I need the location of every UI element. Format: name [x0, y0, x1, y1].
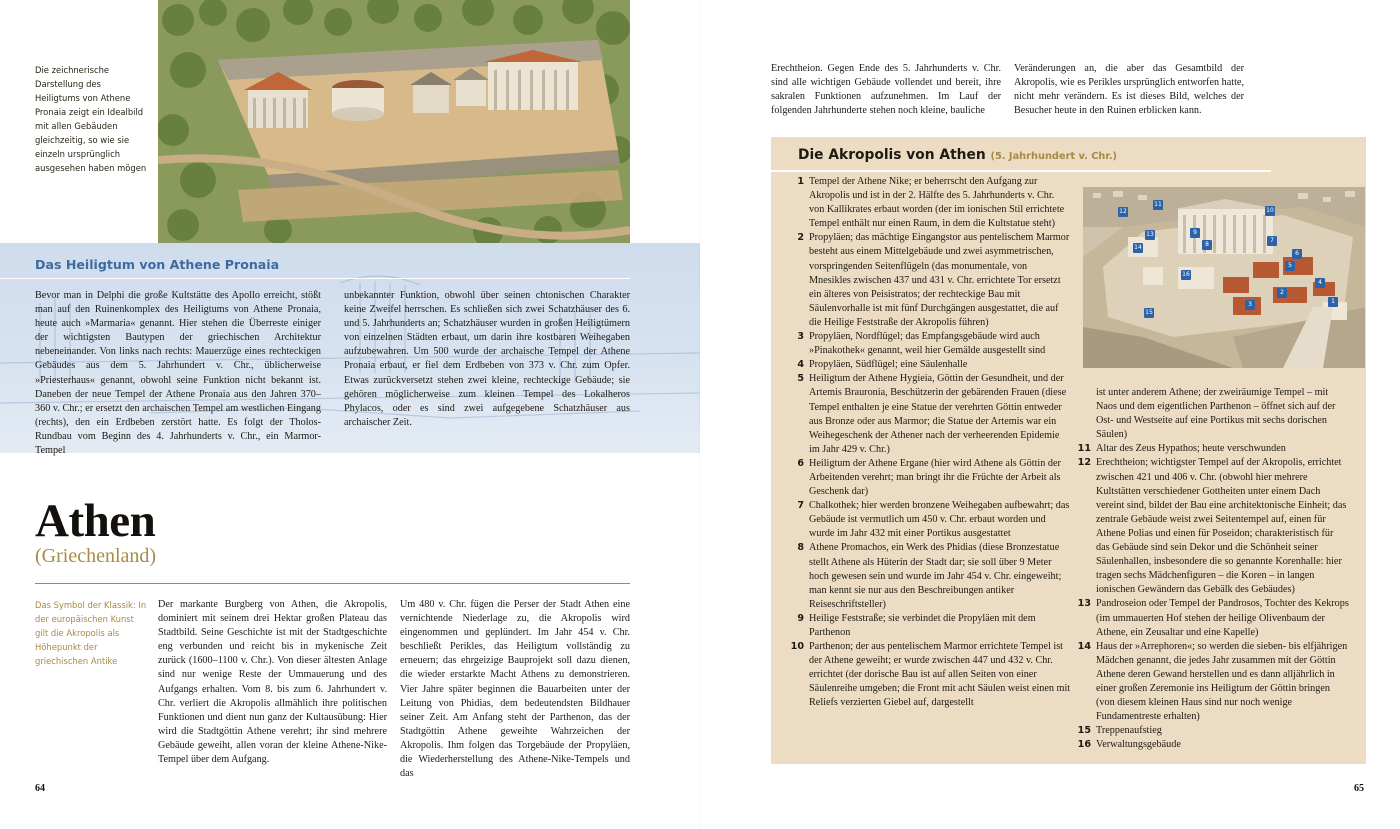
legend-item	[1075, 456, 1349, 597]
legend-number: 11	[1077, 443, 1091, 455]
pronaia-heading: Das Heiligtum von Athene Pronaia	[35, 257, 280, 272]
legend-number: 5	[797, 373, 804, 385]
pronaia-illustration	[158, 0, 630, 243]
legend-text: Parthenon; der aus pentelischem Marmor errichtete Tempel ist der Athene geweiht; er wurde zwischen 447 und 432 v. Chr. errichtet (der dorische Bau ist auf allen Seiten von einer Säulenreihe umgeben; die Front mit acht Säulen weist einen mit Reliefs verzierten Giebel auf, dargestellt	[809, 641, 1071, 709]
akropolis-legend-col-2	[1075, 386, 1349, 752]
legend-item	[788, 457, 1071, 499]
legend-text: Verwaltungsgebäude	[1096, 739, 1181, 751]
map-label-3: 3	[1245, 300, 1255, 310]
legend-item	[1075, 738, 1349, 752]
map-label-16: 16	[1182, 271, 1190, 278]
photo-caption: Die zeichnerische Darstellung des Heiligtums von Athene Pronaia zeigt ein Idealbild mit allen Gebäuden gleichzeitig, so wie sie einzeln ursprünglich ausgesehen haben mögen	[35, 65, 147, 173]
legend-number: 9	[797, 612, 804, 624]
legend-number: 7	[797, 500, 804, 512]
map-label-7: 7	[1267, 236, 1277, 246]
legend-item	[1075, 597, 1349, 639]
map-label-9: 9	[1190, 228, 1200, 238]
legend-item	[788, 640, 1071, 710]
legend-text: ist unter anderem Athene; der zweiräumige Tempel – mit Naos und dem eigentlichen Parthenon – öffnet sich auf der Ost- und Westseite auf eine Portikus mit sechs dorischen Säulen)	[1096, 387, 1336, 441]
legend-number: 1	[797, 176, 804, 187]
legend-text: Pandroseion oder Tempel der Pandrosos, Tochter des Kekrops (im ummauerten Hof stehen der heilige Olivenbaum der Athene, ein Zeusaltar und eine Kapelle)	[1096, 598, 1349, 638]
legend-item	[788, 499, 1071, 541]
map-label-14: 14	[1134, 244, 1142, 251]
pronaia-text-col-2: unbekannter Funktion, obwohl über seinen chtonischen Charakter keine Zweifel herrschen. Es schließen sich zwei Schatzhäuser des 6. und 5. Jahrhunderts an; Schatzhäuser wurden in großen Heiligtümern von einzelnen Städten erbaut, um darin ihre kostbaren Weihegaben aufzubewahren. Um 500 wurde der archaische Tempel der Athene Pronaia erbaut, er fiel dem Erdbeben von 373 v. Chr. zum Opfer. Etwas zurückversetzt stehen zwei kleine, rechteckige Gebäude; sie gehören möglicherweise zum kleinen Tempel des Lokalheros Phylacos, oder es sind zwei aufgegebene Schatzhäuser aus archaischer Zeit.	[344, 290, 630, 428]
legend-text: Tempel der Athene Nike; er beherrscht den Aufgang zur Akropolis und ist in der 2. Hälfte des 5. Jahrhunderts v. Chr. von Kallikrates erbaut worden (der im ionischen Stil errichtete Tempel enthält nur einen Raum, in dem die Kultstatue steht)	[809, 176, 1065, 230]
legend-text: Erechtheion; wichtigster Tempel auf der Akropolis, errichtet zwischen 421 und 406 v. Chr. (obwohl hier mehrere Kultstätten verschiedener Gottheiten unter einem Dach vereint sind, bildet der Bau eine architektonische Einheit; das zentrale Gebäude weist zwei Seitentempel auf, einen für Athene Polias und einen für Poseidon; charakteristisch für das Gebäude sind sein Dekor und die Schönheit seiner Säulenhallen, insbesondere die so genannte Korenhalle: hier tragen sechs Mädchenfiguren – die Koren – in langen ionischen Gewändern das Gebälk des Gebäudes)	[1096, 457, 1347, 596]
map-label-6: 6	[1292, 249, 1302, 259]
legend-number: 14	[1077, 640, 1091, 652]
page-number-left: 64	[35, 783, 45, 794]
title-rule	[35, 583, 630, 584]
legend-text: Athene Promachos, ein Werk des Phidias (diese Bronzestatue stellt Athene als Hüterin der Stadt dar; sie soll über 9 Meter hoch gewesen sein und wurde im Jahr 454 v. Chr. eingeweiht; man kennt sie nur aus den Beschreibungen antiker Reiseschriftsteller)	[809, 542, 1062, 610]
book-spine	[699, 0, 700, 829]
akropolis-heading-title: Die Akropolis von Athen	[798, 147, 986, 163]
legend-number: 12	[1077, 457, 1091, 469]
legend-text: Treppenaufstieg	[1096, 725, 1162, 737]
pronaia-text-col-1: Bevor man in Delphi die große Kultstätte des Apollo erreicht, stößt man auf den Ruinenkomplex des Heiligtums von Athene Pronaia, heute auch »Marmaria« genannt. Hier stehen die Überreste einiger der wichtigsten Bautypen der griechischen Architektur nebeneinander. Von links nach rechts: Mauerzüge eines rechteckigen Gebäudes aus dem 5. Jahrhundert v. Chr., üblicherweise »Priesterhaus« genannt, obwohl seine Funktion nicht bekannt ist. Daneben der neue Tempel der Athene Pronaia aus den Jahren 370–360 v. Chr.; er ersetzt den archaischen Tempel am westlichen Eingang (rechts), den ein Erdbeben zerstört hatte. Es folgt der Tholos-Rundbau vom Beginn des 4. Jahrhunderts v. Chr., ein Marmor-Tempel	[35, 290, 321, 457]
map-label-11: 11	[1154, 201, 1162, 208]
symbol-caption: Das Symbol der Klassik: In der europäischen Kunst gilt die Akropolis als Höhepunkt der griechischen Antike	[35, 600, 147, 666]
legend-number: 4	[797, 359, 804, 371]
akropolis-heading	[798, 147, 1117, 163]
legend-item	[1075, 640, 1349, 725]
pronaia-rule	[0, 278, 630, 279]
legend-item	[1075, 386, 1349, 442]
akropolis-illustration	[1083, 187, 1365, 368]
legend-number: 15	[1077, 725, 1091, 737]
legend-text: Chalkothek; hier werden bronzene Weihegaben aufbewahrt; das Gebäude ist vermutlich um 450 v. Chr. erbaut worden und wurde im Jahr 432 mit einer Portikus ausgestattet	[809, 500, 1070, 540]
page-number-right: 65	[1354, 783, 1364, 794]
map-label-2: 2	[1277, 288, 1287, 298]
map-label-15: 15	[1145, 309, 1153, 316]
legend-number	[1075, 386, 1096, 442]
legend-number: 10	[790, 641, 804, 653]
body-text-col-1: Der markante Burgberg von Athen, die Akropolis, dominiert mit seinem drei Hektar großen Plateau das Stadtbild. Seine Geschichte ist mit der Stadtgeschichte eng verbunden und reicht bis in mykenische Zeit zurück (1600–1100 v. Chr.). Von dieser ältesten Anlage sind nur wenige Reste der Ummauerung und des Aufgangs erhalten. Vom 8. bis zum 6. Jahrhundert v. Chr. verliert die Akropolis allmählich ihre politischen Funktionen und dient nun ganz der Kultausübung: Hier wird die Stadtgöttin Athene verehrt; ihr sind mehrere Gebäude geweiht, allen voran der kleine Athene-Nike-Tempel über dem Aufgang.	[158, 599, 387, 766]
legend-item	[788, 358, 1071, 372]
legend-item	[788, 541, 1071, 611]
body-text-col-2: Um 480 v. Chr. fügen die Perser der Stadt Athen eine vernichtende Niederlage zu, die Akropolis wird eingenommen und geplündert. Im Jahr 454 v. Chr. beschließt Perikles, das Heiligtum vollständig zu erneuern; das ehrgeizige Bauprojekt soll dazu dienen, die wieder erstarkte Macht Athens zu demonstrieren. Vier Jahre später beginnen die Bauarbeiten unter der Leitung von Phidias, dem bedeutendsten Bildhauer seiner Zeit. Am Anfang steht der Parthenon, das der Stadtgöttin Athene geweihte Wahrzeichen der Akropolis. Ihm folgen das Torgebäude der Propyläen, die Wiederherstellung des Athene-Nike-Tempels und das	[400, 599, 630, 780]
legend-item	[788, 175, 1071, 231]
right-top-text-col-1: Erechtheion. Gegen Ende des 5. Jahrhunderts v. Chr. sind alle wichtigen Gebäude vollendet und bereit, ihre sakralen Funktionen aufzunehmen. Im Lauf der folgenden Jahrhunderte stehen noch kleine, bauliche	[771, 63, 1001, 117]
map-label-10: 10	[1266, 207, 1274, 214]
map-label-1: 1	[1328, 297, 1338, 307]
legend-text: Haus der »Arrephoren«; so werden die sieben- bis elfjährigen Mädchen genannt, die jedes Jahr zusammen mit der Göttin Athene deren Gewand herstellen und es dann alljährlich in einer großen Zeremonie ins Heiligtum der Göttin bringen (von diesem kleinen Haus sind nur noch wenige Fundamentreste erhalten)	[1096, 640, 1348, 723]
legend-text: Propyläen; das mächtige Eingangstor aus pentelischem Marmor besteht aus einem Mittelgebäude und zwei asymmetrischen, vorspringenden Seitenflügeln (das monumentale, von Mnesikles zwischen 437 und 431 v. Chr. errichtete Tor ersetzt ein älteres von Peisistratos; der rechteckige Bau mit Säulenvorhalle ist mit fünf Durchgängen ausgestattet, die auf die Heilige Feststraße der Akropolis führen)	[809, 232, 1070, 328]
legend-item	[788, 372, 1071, 457]
legend-number: 16	[1077, 739, 1091, 751]
legend-item	[1075, 724, 1349, 738]
map-label-12: 12	[1119, 208, 1127, 215]
akropolis-rule	[771, 170, 1271, 172]
legend-text: Propyläen, Südflügel; eine Säulenhalle	[809, 359, 968, 371]
map-label-4: 4	[1315, 278, 1325, 288]
legend-number: 6	[797, 457, 804, 469]
legend-number: 2	[797, 232, 804, 244]
chapter-title: Athen	[35, 495, 156, 547]
legend-item	[788, 330, 1071, 358]
legend-number: 13	[1077, 598, 1091, 610]
legend-item	[788, 231, 1071, 330]
legend-text: Heilige Feststraße; sie verbindet die Propyläen mit dem Parthenon	[809, 612, 1036, 638]
akropolis-heading-date: (5. Jahrhundert v. Chr.)	[990, 151, 1118, 162]
map-label-13: 13	[1146, 231, 1154, 238]
right-top-text-col-2: Veränderungen an, die aber das Gesamtbild der Akropolis, wie es Perikles ursprünglich entworfen hatte, nicht mehr verändern. Es ist dieses Bild, welches der Besucher heute in den Ruinen erblicken kann.	[1014, 63, 1244, 117]
legend-text: Propyläen, Nordflügel; das Empfangsgebäude wird auch »Pinakothek« genannt, weil hier Gemälde ausgestellt sind	[809, 331, 1046, 357]
chapter-subtitle: (Griechenland)	[35, 545, 157, 567]
akropolis-legend-col-1	[788, 175, 1071, 711]
legend-number: 8	[797, 542, 804, 554]
legend-text: Altar des Zeus Hypathos; heute verschwunden	[1096, 443, 1286, 455]
legend-text: Heiligtum der Athene Ergane (hier wird Athene als Göttin der Arbeitenden verehrt; man bringt ihr die Früchte der Arbeit als Geschenk dar)	[809, 457, 1061, 498]
legend-number: 3	[797, 331, 804, 343]
map-label-8: 8	[1202, 240, 1212, 250]
legend-item	[1075, 442, 1349, 456]
legend-text: Heiligtum der Athene Hygieia, Göttin der Gesundheit, und der Artemis Brauronia, Beschützerin der gebärenden Frauen (diese Tempel enthalten je eine Statue der verehrten Göttin entweder aus Bronze oder aus Marmor; die Statue der Artemis war ein Weihegeschenk der Athener nach der verheerenden Epidemie im Jahr 429 v. Chr.)	[809, 373, 1067, 455]
map-label-5: 5	[1285, 261, 1295, 271]
legend-item	[788, 612, 1071, 640]
